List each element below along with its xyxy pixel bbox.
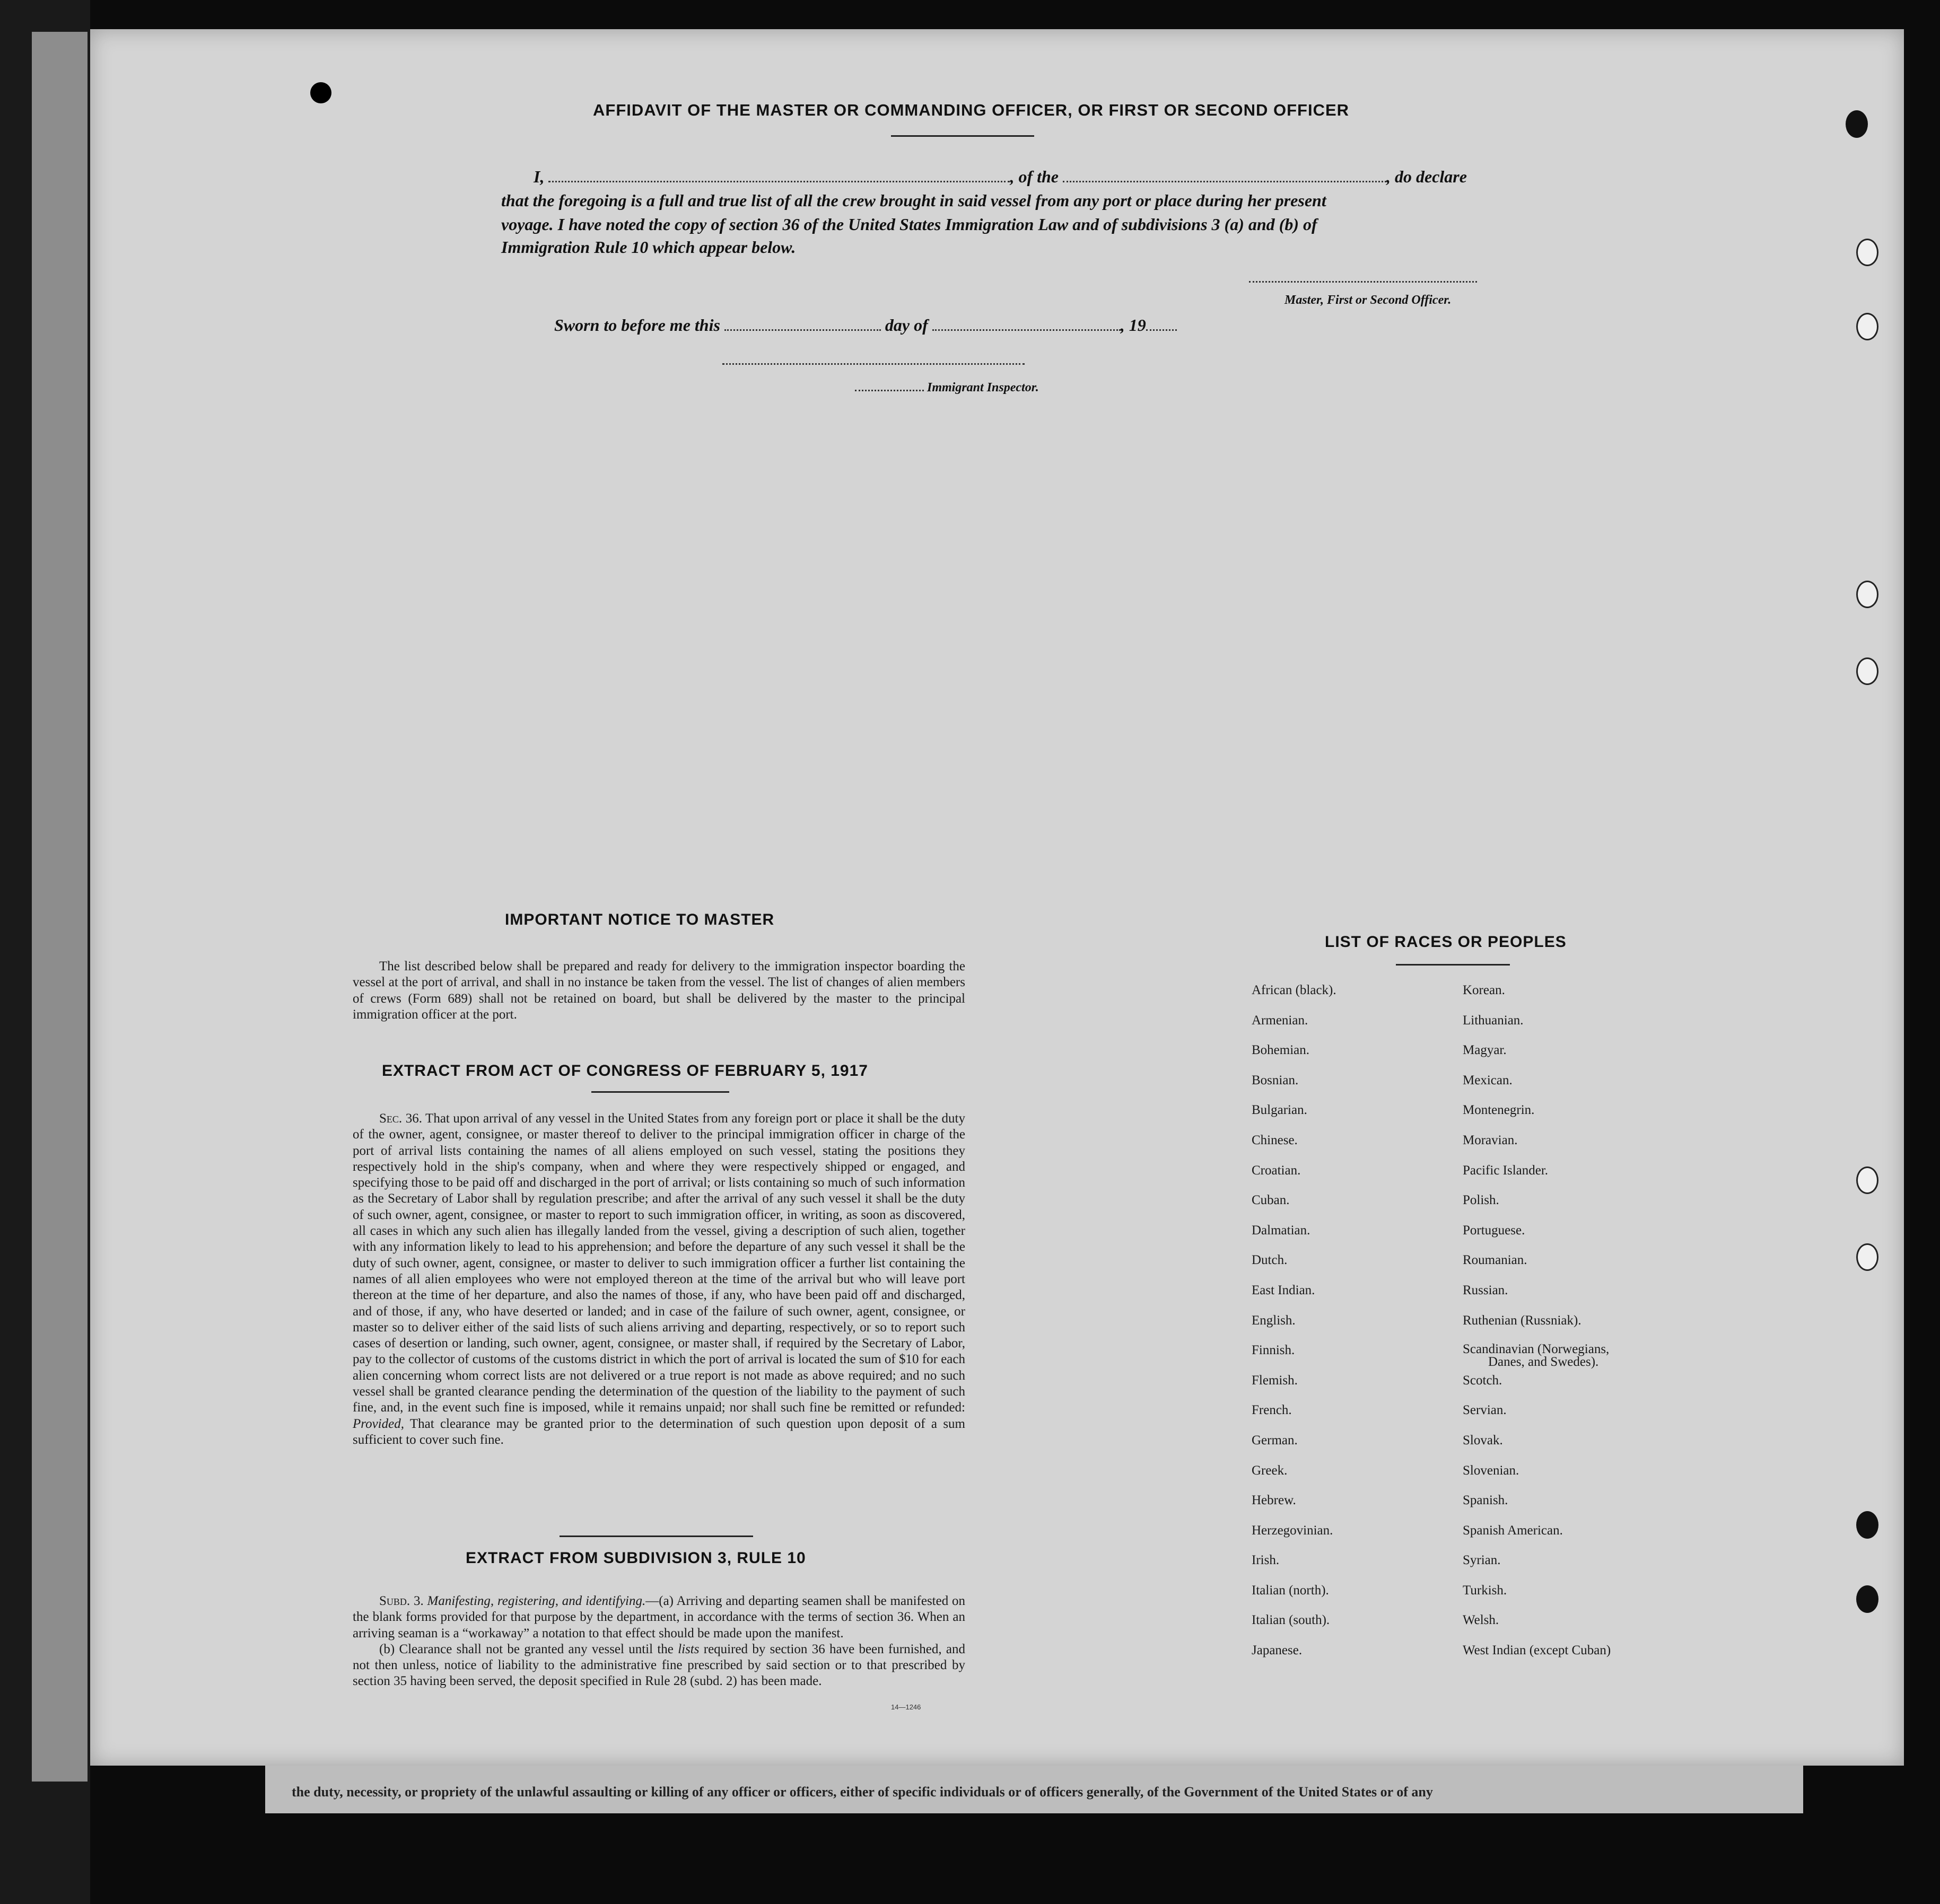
rule-subd-label: Subd. 3. bbox=[379, 1594, 424, 1608]
day-of-label: day of bbox=[885, 315, 928, 335]
rule-b-label: (b) bbox=[379, 1642, 395, 1656]
punch-hole-right-1 bbox=[1846, 110, 1868, 138]
inspector-label: Immigrant Inspector. bbox=[927, 381, 1039, 394]
name-blank bbox=[548, 181, 1010, 182]
race-item: Spanish. bbox=[1463, 1493, 1508, 1508]
race-item: Dutch. bbox=[1252, 1253, 1288, 1268]
race-item: Roumanian. bbox=[1463, 1253, 1527, 1268]
race-item: Korean. bbox=[1463, 983, 1505, 997]
races-column-2 bbox=[1463, 983, 1611, 1673]
affidavit-line3: voyage. I have noted the copy of section 36 of the United States Immigration Law and of subdivisions 3 (a) and (b) of bbox=[501, 215, 1317, 234]
rule-subd-heading: Manifesting, registering, and identifying. bbox=[427, 1594, 646, 1608]
race-item: Syrian. bbox=[1463, 1553, 1501, 1568]
race-item: Turkish. bbox=[1463, 1583, 1507, 1598]
race-item: East Indian. bbox=[1252, 1283, 1315, 1297]
act-provided: Provided, bbox=[353, 1416, 404, 1431]
race-item: Russian. bbox=[1463, 1283, 1508, 1297]
act-body-end: That clearance may be granted prior to the determination of such question upon deposit of a sum sufficient to cover such fine. bbox=[353, 1416, 965, 1447]
race-item: Bulgarian. bbox=[1252, 1103, 1307, 1118]
race-item: West Indian (except Cuban) bbox=[1463, 1643, 1611, 1658]
affidavit-declare: , do declare bbox=[1386, 167, 1467, 186]
left-underlying-page bbox=[32, 32, 88, 1782]
race-item: Greek. bbox=[1252, 1463, 1288, 1478]
year-label: , 19 bbox=[1120, 315, 1146, 335]
race-item: Dalmatian. bbox=[1252, 1223, 1310, 1238]
punch-hole-left bbox=[310, 82, 331, 103]
punch-hole-right-9 bbox=[1856, 1585, 1878, 1613]
race-item: Ruthenian (Russniak). bbox=[1463, 1313, 1581, 1328]
race-item: English. bbox=[1252, 1313, 1296, 1328]
race-item: Scotch. bbox=[1463, 1373, 1502, 1388]
notice-title: IMPORTANT NOTICE TO MASTER bbox=[505, 911, 775, 928]
race-item: Spanish American. bbox=[1463, 1523, 1563, 1538]
rule-a-label: —(a) bbox=[645, 1594, 674, 1608]
act-title-rule bbox=[591, 1091, 729, 1093]
affidavit-of-the: , of the bbox=[1010, 167, 1059, 186]
document-sheet bbox=[90, 29, 1904, 1766]
sworn-line bbox=[554, 315, 1177, 335]
race-item: Scandinavian (Norwegians, bbox=[1463, 1342, 1610, 1357]
race-item: African (black). bbox=[1252, 983, 1336, 997]
notice-paragraph: The list described below shall be prepared and ready for delivery to the immigration inspector boarding the vessel at the port of arrival, and shall in no instance be taken from the vessel. The list of changes of alien members of crews (Form 689) shall not be retained on board, but shall be delivered by the master to the principal immigration officer at the port. bbox=[353, 959, 965, 1022]
notice-text bbox=[353, 959, 965, 1023]
rule-a-text: Arriving and departing seamen shall be manifested on the blank forms provided for that purpose by the department, in accordance with the terms of section 36. When an arriving seaman is a “workaway” a notation to that effect should be made upon the manifest. bbox=[353, 1594, 966, 1640]
year-blank bbox=[1146, 329, 1177, 331]
race-item: Finnish. bbox=[1252, 1343, 1295, 1358]
rule-top-rule bbox=[560, 1536, 753, 1537]
race-item: Croatian. bbox=[1252, 1163, 1301, 1178]
race-item: Montenegrin. bbox=[1463, 1103, 1535, 1118]
punch-hole-right-6 bbox=[1856, 1166, 1878, 1194]
races-column-1 bbox=[1252, 983, 1336, 1673]
punch-hole-right-8 bbox=[1856, 1511, 1878, 1539]
race-item: Slovenian. bbox=[1463, 1463, 1519, 1478]
race-item: Portuguese. bbox=[1463, 1223, 1525, 1238]
race-item: Cuban. bbox=[1252, 1193, 1290, 1208]
race-item: Bohemian. bbox=[1252, 1043, 1310, 1058]
affidavit-i: I, bbox=[534, 167, 545, 186]
race-item: Welsh. bbox=[1463, 1613, 1499, 1628]
rule-text bbox=[353, 1593, 965, 1690]
punch-hole-right-3 bbox=[1856, 313, 1878, 340]
race-item: Italian (south). bbox=[1252, 1613, 1330, 1628]
races-title: LIST OF RACES OR PEOPLES bbox=[1325, 933, 1567, 951]
race-item-scandinavian bbox=[1463, 1343, 1611, 1373]
race-item: French. bbox=[1252, 1403, 1292, 1418]
act-title: EXTRACT FROM ACT OF CONGRESS OF FEBRUARY 5, 1917 bbox=[382, 1062, 868, 1080]
race-item: Servian. bbox=[1463, 1403, 1507, 1418]
race-item: Pacific Islander. bbox=[1463, 1163, 1549, 1178]
punch-hole-right-2 bbox=[1856, 239, 1878, 266]
sworn-label: Sworn to before me this bbox=[554, 315, 720, 335]
vessel-blank bbox=[1063, 181, 1386, 182]
master-signature-line bbox=[1249, 281, 1477, 283]
race-item: Irish. bbox=[1252, 1553, 1280, 1568]
sworn-month-blank bbox=[932, 329, 1121, 331]
sworn-day-blank bbox=[724, 329, 881, 331]
master-label: Master, First or Second Officer. bbox=[1284, 293, 1452, 307]
affidavit-line2: that the foregoing is a full and true list of all the crew brought in said vessel from any port or place during her present bbox=[501, 191, 1326, 210]
race-item: Chinese. bbox=[1252, 1133, 1298, 1147]
race-item: Polish. bbox=[1463, 1193, 1499, 1208]
affidavit-title: AFFIDAVIT OF THE MASTER OR COMMANDING OFFICER, OR FIRST OR SECOND OFFICER bbox=[593, 101, 1350, 119]
act-sec-label: Sec. 36. bbox=[379, 1111, 422, 1126]
race-item: German. bbox=[1252, 1433, 1298, 1447]
race-item: Flemish. bbox=[1252, 1373, 1298, 1388]
affidavit-line4: Immigration Rule 10 which appear below. bbox=[501, 238, 796, 257]
underlying-page-text: the duty, necessity, or propriety of the unlawful assaulting or killing of any officer or officers, either of specific individuals or of officers generally, of the Government of the United States or of any bbox=[292, 1784, 1433, 1800]
inspector-label-line bbox=[855, 381, 1039, 395]
act-body: That upon arrival of any vessel in the United States from any foreign port or place it shall be the duty of the owner, agent, consignee, or master thereof to deliver to the principal immigration officer in charge of the port of arrival lists containing the names of all aliens employed on such vessel, stating the positions they respectively hold in the ship's company, when and where they were respectively shipped or engaged, and specifying those to be paid off and discharged in the port of arrival; or lists containing so much of such information as the Secretary of Labor shall by regulation prescribe; and after the arrival of any such vessel it shall be the duty of such owner, agent, consignee, or master to report to such immigration officer, in writing, as soon as discovered, all cases in which any such alien has illegally landed from the vessel, giving a description of such alien, together with any information likely to lead to his apprehension; and before the departure of any such vessel it shall be the duty of such owner, agent, consignee, or master to deliver to such immigration officer a further list containing the names of all alien employees who were not employed thereon at the time of the arrival but who will leave port thereon at the time of her departure, and also the names of those, if any, who have been paid off and discharged, and of those, if any, who have deserted or landed; and in case of the failure of such owner, agent, consignee, or master so to deliver either of the said lists of such aliens arriving and departing, respectively, or so to report such cases of desertion or landing, such owner, agent, consignee, or master shall, if required by the Secretary of Labor, pay to the collector of customs of the customs district in which the port of arrival is located the sum of $10 for each alien concerning whom correct lists are not delivered or a true report is not made as above required; and no such vessel shall be granted clearance pending the determination of the question of the liability to the payment of such fine, and, in the event such fine is imposed, while it remains unpaid; nor shall such fine be remitted or refunded: bbox=[353, 1111, 965, 1415]
race-item: Bosnian. bbox=[1252, 1073, 1299, 1087]
act-text bbox=[353, 1111, 965, 1448]
affidavit-line1 bbox=[534, 167, 1467, 187]
rule-title: EXTRACT FROM SUBDIVISION 3, RULE 10 bbox=[466, 1549, 806, 1567]
punch-hole-right-7 bbox=[1856, 1243, 1878, 1271]
punch-hole-right-5 bbox=[1856, 657, 1878, 685]
rule-b-text1: Clearance shall not be granted any vessel until the bbox=[399, 1642, 674, 1656]
form-code: 14—1246 bbox=[891, 1703, 921, 1711]
race-item: Mexican. bbox=[1463, 1073, 1513, 1087]
race-item: Armenian. bbox=[1252, 1013, 1308, 1028]
punch-hole-right-4 bbox=[1856, 581, 1878, 608]
inspector-signature-line bbox=[722, 363, 1025, 365]
race-item-continued: Danes, and Swedes). bbox=[1488, 1355, 1599, 1370]
race-item: Italian (north). bbox=[1252, 1583, 1329, 1598]
affidavit-title-rule bbox=[891, 135, 1034, 137]
inspector-blank bbox=[855, 390, 924, 391]
race-item: Lithuanian. bbox=[1463, 1013, 1524, 1028]
races-title-rule bbox=[1396, 964, 1510, 966]
race-item: Magyar. bbox=[1463, 1043, 1507, 1058]
race-item: Herzegovinian. bbox=[1252, 1523, 1333, 1538]
race-item: Japanese. bbox=[1252, 1643, 1303, 1658]
race-item: Moravian. bbox=[1463, 1133, 1518, 1147]
rule-b-text2: required by section 36 have been furnished, and not then unless, notice of liability to the administrative fine prescribed by said section or to that prescribed by section 35 having been served, the deposit specified in Rule 28 (subd. 2) has been made. bbox=[353, 1642, 965, 1689]
rule-b-lists: lists bbox=[678, 1642, 700, 1656]
race-item: Slovak. bbox=[1463, 1433, 1503, 1447]
race-item: Hebrew. bbox=[1252, 1493, 1296, 1508]
